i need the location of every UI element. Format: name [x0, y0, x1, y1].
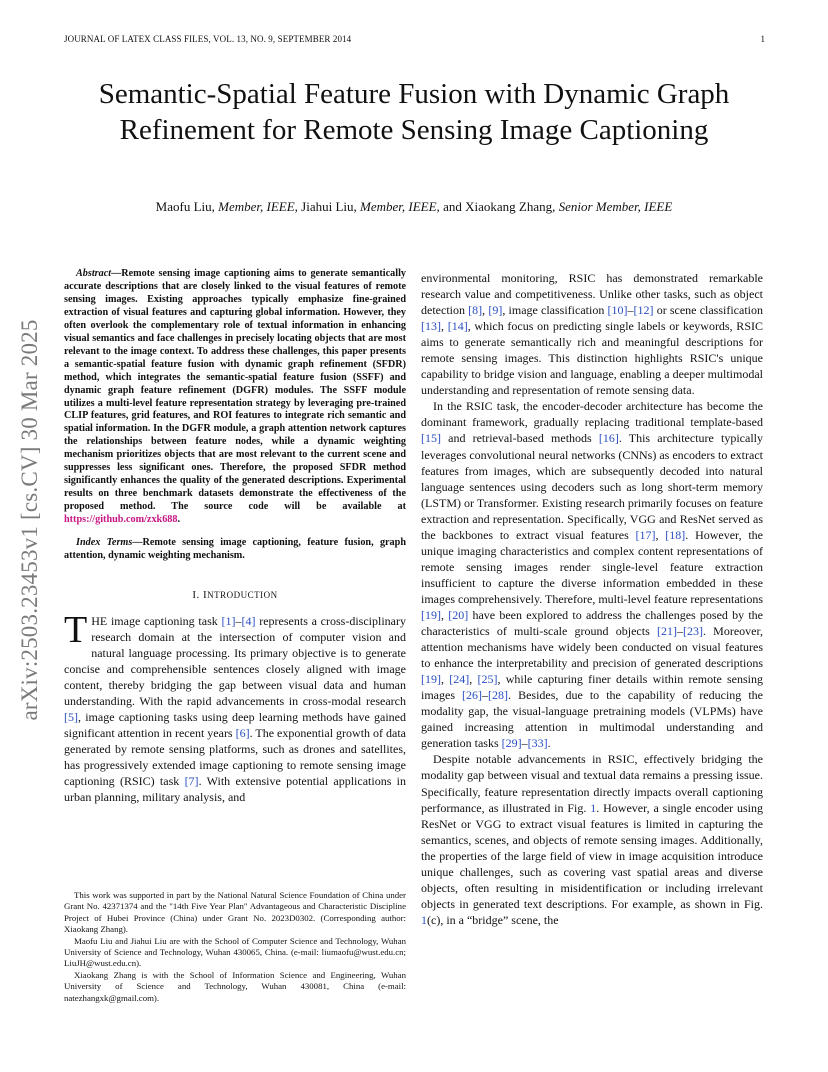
text-run: . [547, 736, 551, 751]
author-name: Maofu Liu, [155, 199, 219, 214]
citation-link[interactable]: [17] [635, 527, 656, 542]
abstract-end: . [177, 514, 181, 526]
citation-link[interactable]: [16] [598, 431, 619, 446]
intro-paragraph [64, 608, 407, 806]
text-run: , image classification [502, 303, 608, 318]
page-number: 1 [760, 34, 765, 44]
citation-link[interactable]: [19] [421, 672, 441, 687]
text-run: , [441, 672, 450, 687]
text-run: HE image captioning task [91, 613, 222, 628]
text-run: – [676, 624, 683, 639]
text-run: . With extensive potential applications in urban planning, military analysis, and [64, 774, 406, 805]
text-run: have been explored to address the challenges posed by the characteristics of multi-scale ground objects [421, 607, 764, 639]
section-title-rest: NTRODUCTION [207, 589, 278, 600]
funding-note: This work was supported in part by the National Natural Science Foundation of China under Grant No. 42371374 and the "14th Five Year Plan" Advantageous and Characteristic Discipline Project of Hubei Province (China) under Grant No. 2023D0302. (Corresponding author: Xiaokang Zhang). [64, 890, 406, 935]
text-run: . However, the unique imaging characteristics and complex content representations of remote sensing images render single-level feature extraction insufficient to capture the diverse information embedded in these images comprehensively. Therefore, multi-level feature representations [421, 527, 763, 606]
abstract-text: —Remote sensing image captioning aims to generate semantically accurate descriptions that are closely linked to the visual features of remote sensing images. Existing approaches typically emphasize fine-grained extraction of visual features and capturing global information. However, they often overlook the complementary role of textual information in enhancing visual semantics and face challenges in precisely locating objects that are most relevant to the image context. To address these challenges, this paper presents a semantic-spatial feature fusion with dynamic graph refinement (SFDR) method, which integrates the semantic-spatial feature fusion (SSFF) and dynamic graph feature refinement (DGFR) modules. The SSFF module utilizes a multi-level feature representation strategy by leveraging pre-trained CLIP features, grid features, and ROI features to integrate rich semantic and spatial information. In the DGFR module, a graph attention network captures the relationships between feature nodes, while a dynamic weighting mechanism prioritizes objects that are most relevant to the current scene and suppresses less significant ones. Therefore, the proposed SFDR method significantly enhances the quality of the generated descriptions. Experimental results on three benchmark datasets demonstrate the effectiveness of the proposed method. The source code will be available at [64, 268, 406, 513]
citation-link[interactable]: [24] [449, 672, 470, 687]
text-run: environmental monitoring, RSIC has demonstrated remarkable research value and competitiveness. Unlike other tasks, such as object detection [421, 271, 763, 318]
text-run: In the RSIC task, the encoder-decoder architecture has become the dominant framework, gradually replacing traditional template-based [421, 399, 763, 430]
citation-link[interactable]: [8] [468, 303, 483, 318]
drop-cap: T [64, 608, 88, 651]
citation-link[interactable]: [12] [633, 303, 654, 318]
author-line [60, 199, 768, 215]
citation-link[interactable]: [23] [682, 624, 703, 639]
figure-link[interactable]: 1 [590, 800, 597, 815]
citation-link[interactable]: [13] [421, 319, 441, 334]
section-number: I. [192, 588, 203, 601]
text-run: . The exponential growth of data generated by remote sensing platforms, such as drones and satellites, has progressively extended image captioning to remote sensing image captioning (RSIC) task [64, 726, 407, 789]
section-initial: I [203, 588, 208, 601]
text-run: . This architecture typically leverages convolutional neural networks (CNNs) as encoders to extract features from images, which are subsequently decoded into natural language sentences using decoders such as long short-term memory (LSTM) or Transformer. Existing research primarily focuses on feature extraction and representation. Specifically, VGG and ResNet served as the backbones to extract visual features [421, 431, 763, 542]
text-run: , [441, 607, 449, 622]
abstract [64, 268, 406, 527]
text-run: , [469, 672, 478, 687]
citation-link[interactable]: [14] [447, 319, 468, 334]
author-role: Senior Member, IEEE [558, 199, 673, 214]
citation-link[interactable]: [21] [656, 624, 677, 639]
text-run: , [482, 303, 489, 318]
text-run: and retrieval-based methods [441, 431, 599, 446]
affiliation-note: Maofu Liu and Jiahui Liu are with the School of Computer Science and Technology, Wuhan University of Science and Technology, Wuhan 430065, China. (e-mail: liumaofu@wust.edu.cn; LiuJH@wust.edu.cn). [64, 935, 406, 969]
text-run: Despite notable advancements in RSIC, effectively bridging the modality gap between visual and textual data remains a pressing issue. Specifically, feature representation directly impacts overall captioning performance, as illustrated in Fig. [421, 752, 763, 815]
running-head: JOURNAL OF LATEX CLASS FILES, VOL. 13, NO. 9, SEPTEMBER 2014 [64, 34, 352, 44]
author-name: Jiahui Liu, [297, 199, 361, 214]
author-role: Member, IEEE, [218, 199, 298, 214]
left-column [64, 268, 406, 806]
text-run: , which focus on predicting single labels or keywords, RSIC aims to generate semantically rich and meaningful descriptions for remote sensing images. This distinction highlights RSIC's unique capability to bridge vision and language, enabling a deeper multimodal understanding and representation of remote sensing data. [421, 319, 763, 398]
citation-link[interactable]: [26] [462, 688, 483, 703]
right-column [421, 270, 763, 928]
citation-link[interactable]: [33] [527, 736, 548, 751]
citation-link[interactable]: [19] [421, 607, 441, 622]
text-run: , [655, 527, 666, 542]
arxiv-watermark [6, 280, 54, 760]
figure-link[interactable]: 1 [421, 912, 427, 927]
text-run: , while capturing finer details within remote sensing images [421, 672, 764, 703]
citation-link[interactable]: [10] [607, 303, 628, 318]
text-run: . Besides, due to the capability of reducing the modality gap, the visual-language pretraining models (VLPMs) have gained increasing attention in multimodal understanding and generation tasks [421, 688, 763, 751]
source-code-link[interactable]: https://github.com/zxk688 [64, 514, 178, 526]
affiliation-note: Xiaokang Zhang is with the School of Information Science and Engineering, Wuhan University of Science and Technology, Wuhan 430081, China (e-mail: natezhangxk@gmail.com). [64, 969, 406, 1003]
author-name: and Xiaokang Zhang, [439, 199, 559, 214]
paper-title: Semantic-Spatial Feature Fusion with Dynamic Graph Refinement for Remote Sensing Image Captioning [98, 78, 730, 146]
text-run: . However, a single encoder using ResNet or VGG to extract visual features is limited in capturing the semantics, scenes, and objects of remote sensing images. Additionally, the properties of the large field of view in image acquisition introduce unique challenges, such as covering vast spatial areas and diverse objects, often resulting in misidentification or including irrelevant objects in generated text descriptions. For example, as shown in Fig. [421, 800, 764, 911]
citation-link[interactable]: [18] [665, 527, 686, 542]
index-terms-lead: Index Terms [76, 537, 133, 549]
text-run: , image captioning tasks using deep learning methods have gained significant attention in recent years [64, 710, 406, 741]
paragraph [421, 751, 763, 928]
abstract-lead: Abstract [76, 268, 112, 279]
text-run: , [441, 319, 448, 334]
arxiv-id: arXiv:2503.23453v1 [cs.CV] 30 Mar 2025 [17, 319, 42, 721]
text-run: – [521, 736, 528, 751]
footnote [64, 890, 406, 1004]
index-terms [64, 537, 406, 563]
citation-link[interactable]: [28] [488, 688, 509, 703]
text-run: . Moreover, attention mechanisms have widely been conducted on visual features to enhance the interpretability and precision of generated descriptions [421, 624, 763, 671]
citation-link[interactable]: [20] [448, 607, 469, 622]
section-heading [64, 589, 406, 601]
paragraph [421, 270, 763, 398]
citation-link[interactable]: [1] [221, 613, 236, 628]
citation-link[interactable]: [6] [235, 726, 250, 741]
text-run: or scene classification [653, 303, 763, 318]
index-terms-text: —Remote sensing image captioning, feature fusion, graph attention, dynamic weighting mechanism. [64, 537, 406, 562]
citation-link[interactable]: [25] [477, 672, 498, 687]
paragraph [421, 398, 763, 751]
citation-link[interactable]: [7] [184, 774, 199, 789]
citation-link[interactable]: [15] [421, 431, 441, 446]
text-run: – [235, 613, 242, 628]
text-run: – [482, 688, 489, 703]
citation-link[interactable]: [5] [64, 710, 78, 725]
citation-link[interactable]: [9] [488, 303, 503, 318]
citation-link[interactable]: [4] [241, 613, 256, 628]
text-run: – [627, 303, 634, 318]
citation-link[interactable]: [29] [501, 736, 522, 751]
text-run: (c), in a “bridge” scene, the [427, 912, 559, 927]
text-run: represents a cross-disciplinary research domain at the intersection of computer vision and natural language processing. Its primary objective is to generate concise and comprehensible sentences closely aligned with image content, thereby bridging the gap between visual data and human understanding. With the rapid advancements in cross-modal research [64, 613, 406, 709]
author-role: Member, IEEE, [360, 199, 440, 214]
